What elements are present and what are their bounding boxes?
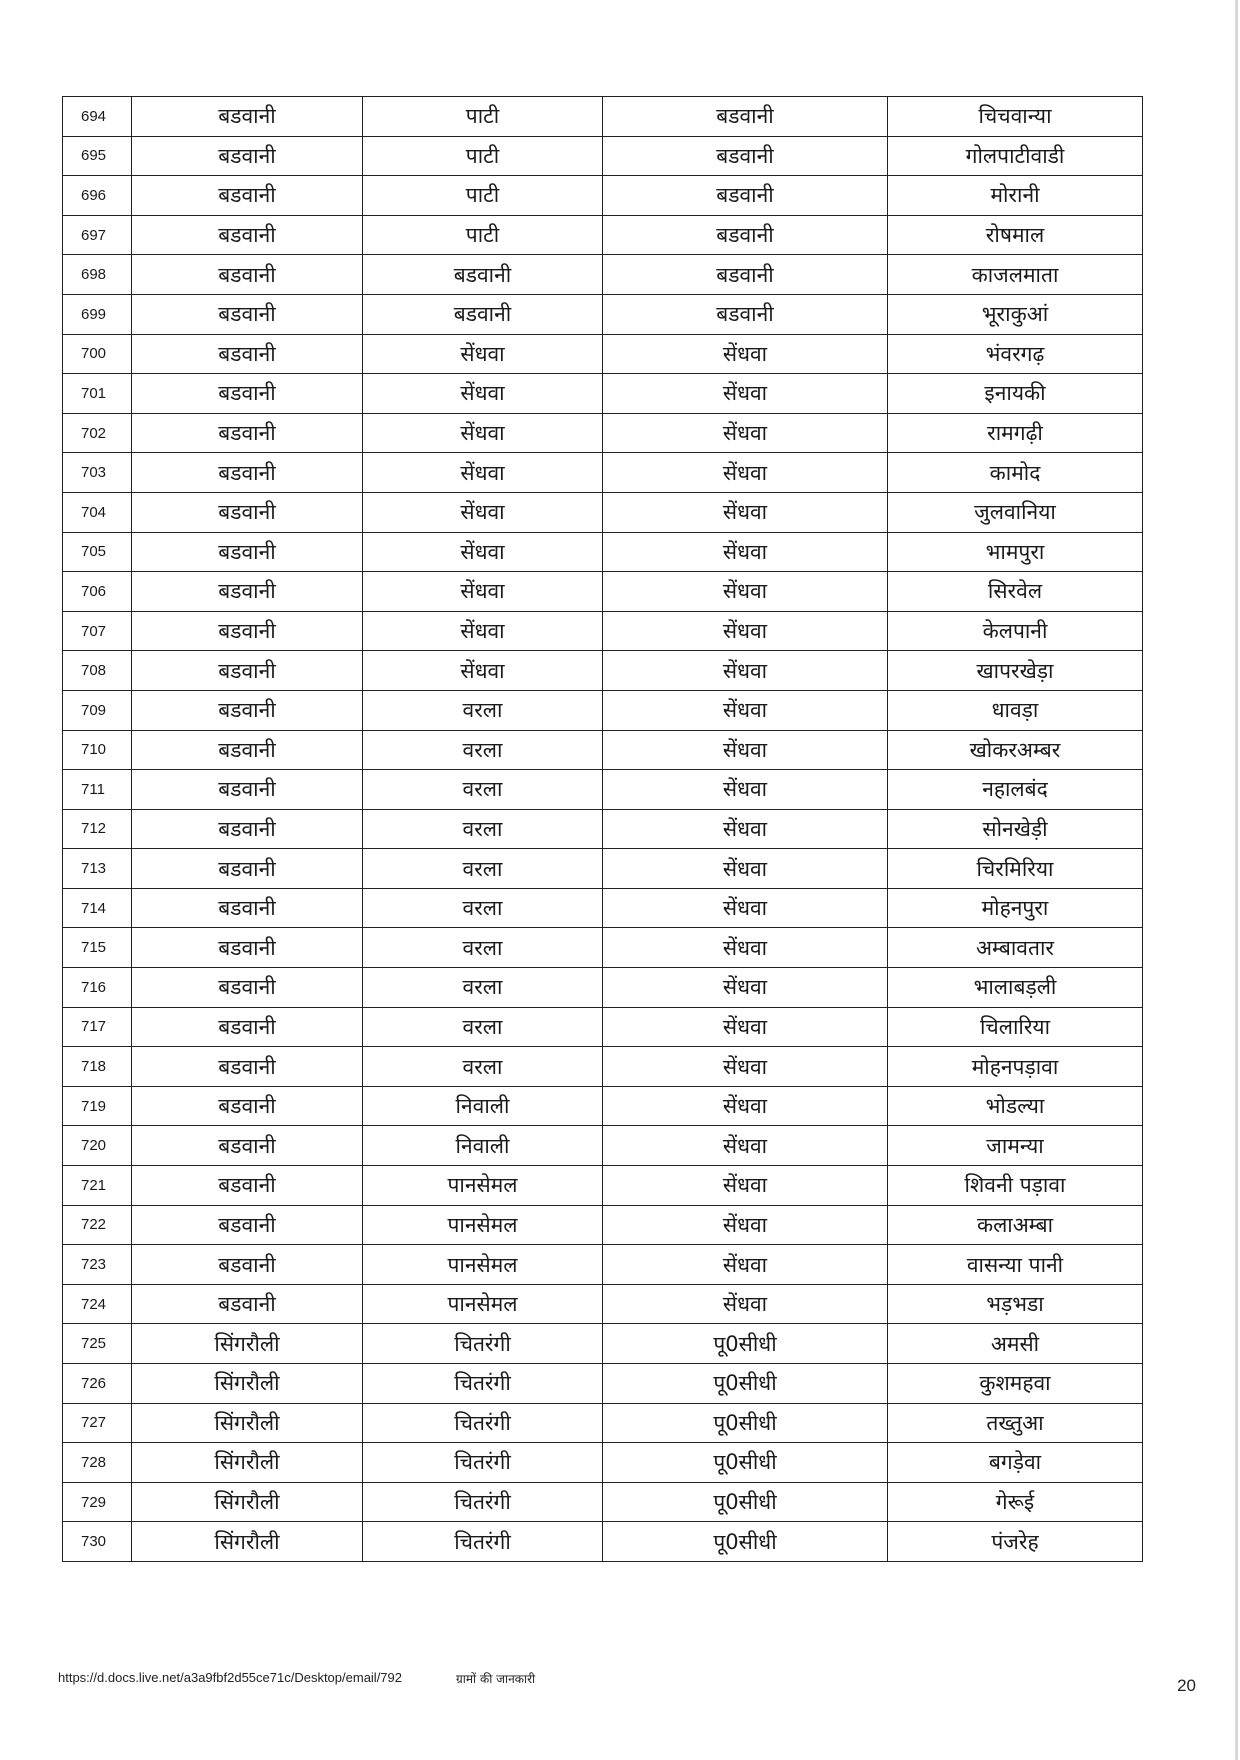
district-cell: बडवानी	[132, 809, 363, 849]
tehsil-cell: सेंधवा	[603, 888, 888, 928]
block-cell: चितरंगी	[363, 1364, 603, 1404]
block-cell: वरला	[363, 809, 603, 849]
village-cell: जुलवानिया	[888, 492, 1143, 532]
page-edge	[1235, 0, 1238, 1760]
tehsil-cell: सेंधवा	[603, 1245, 888, 1285]
village-cell: जामन्या	[888, 1126, 1143, 1166]
block-cell: वरला	[363, 730, 603, 770]
district-cell: बडवानी	[132, 968, 363, 1008]
tehsil-cell: बडवानी	[603, 215, 888, 255]
block-cell: सेंधवा	[363, 453, 603, 493]
tehsil-cell: सेंधवा	[603, 651, 888, 691]
serial-number-cell: 717	[63, 1007, 132, 1047]
tehsil-cell: सेंधवा	[603, 492, 888, 532]
table-row	[63, 651, 1143, 691]
block-cell: पाटी	[363, 215, 603, 255]
block-cell: वरला	[363, 1047, 603, 1087]
block-cell: निवाली	[363, 1086, 603, 1126]
district-cell: बडवानी	[132, 453, 363, 493]
table-row	[63, 572, 1143, 612]
serial-number-cell: 703	[63, 453, 132, 493]
village-cell: काजलमाता	[888, 255, 1143, 295]
serial-number-cell: 728	[63, 1443, 132, 1483]
table-row	[63, 1284, 1143, 1324]
tehsil-cell: सेंधवा	[603, 690, 888, 730]
table-row	[63, 928, 1143, 968]
village-cell: भोडल्या	[888, 1086, 1143, 1126]
tehsil-cell: सेंधवा	[603, 611, 888, 651]
block-cell: चितरंगी	[363, 1443, 603, 1483]
village-cell: भड़भडा	[888, 1284, 1143, 1324]
village-cell: शिवनी पड़ावा	[888, 1166, 1143, 1206]
block-cell: पानसेमल	[363, 1205, 603, 1245]
tehsil-cell: बडवानी	[603, 255, 888, 295]
serial-number-cell: 713	[63, 849, 132, 889]
district-cell: बडवानी	[132, 1086, 363, 1126]
table-row	[63, 1443, 1143, 1483]
table-row	[63, 1166, 1143, 1206]
block-cell: वरला	[363, 888, 603, 928]
tehsil-cell: सेंधवा	[603, 928, 888, 968]
tehsil-cell: सेंधवा	[603, 413, 888, 453]
district-cell: सिंगरौली	[132, 1443, 363, 1483]
block-cell: वरला	[363, 928, 603, 968]
block-cell: सेंधवा	[363, 651, 603, 691]
serial-number-cell: 700	[63, 334, 132, 374]
serial-number-cell: 702	[63, 413, 132, 453]
block-cell: निवाली	[363, 1126, 603, 1166]
tehsil-cell: सेंधवा	[603, 532, 888, 572]
serial-number-cell: 715	[63, 928, 132, 968]
village-cell: कुशमहवा	[888, 1364, 1143, 1404]
serial-number-cell: 707	[63, 611, 132, 651]
village-cell: खापरखेड़ा	[888, 651, 1143, 691]
table-row	[63, 809, 1143, 849]
village-cell: कामोद	[888, 453, 1143, 493]
table-row	[63, 532, 1143, 572]
block-cell: पानसेमल	[363, 1166, 603, 1206]
tehsil-cell: सेंधवा	[603, 1047, 888, 1087]
table-row	[63, 968, 1143, 1008]
serial-number-cell: 727	[63, 1403, 132, 1443]
serial-number-cell: 708	[63, 651, 132, 691]
table-row	[63, 176, 1143, 216]
block-cell: पाटी	[363, 176, 603, 216]
villages-table-body	[63, 97, 1143, 1562]
district-cell: बडवानी	[132, 928, 363, 968]
block-cell: वरला	[363, 690, 603, 730]
village-cell: धावड़ा	[888, 690, 1143, 730]
district-cell: बडवानी	[132, 136, 363, 176]
serial-number-cell: 696	[63, 176, 132, 216]
village-cell: चिरमिरिया	[888, 849, 1143, 889]
tehsil-cell: सेंधवा	[603, 809, 888, 849]
tehsil-cell: सेंधवा	[603, 1007, 888, 1047]
tehsil-cell: सेंधवा	[603, 1086, 888, 1126]
serial-number-cell: 712	[63, 809, 132, 849]
village-cell: गोलपाटीवाडी	[888, 136, 1143, 176]
village-cell: बगड़ेवा	[888, 1443, 1143, 1483]
serial-number-cell: 706	[63, 572, 132, 612]
table-row	[63, 1364, 1143, 1404]
district-cell: बडवानी	[132, 611, 363, 651]
village-cell: भंवरगढ़	[888, 334, 1143, 374]
district-cell: बडवानी	[132, 849, 363, 889]
serial-number-cell: 716	[63, 968, 132, 1008]
block-cell: सेंधवा	[363, 334, 603, 374]
serial-number-cell: 723	[63, 1245, 132, 1285]
table-row	[63, 453, 1143, 493]
tehsil-cell: सेंधवा	[603, 770, 888, 810]
page-number: 20	[1177, 1676, 1196, 1695]
tehsil-cell: सेंधवा	[603, 1166, 888, 1206]
village-cell: चिचवान्या	[888, 97, 1143, 137]
village-cell: नहालबंद	[888, 770, 1143, 810]
tehsil-cell: सेंधवा	[603, 849, 888, 889]
village-cell: चिलारिया	[888, 1007, 1143, 1047]
district-cell: सिंगरौली	[132, 1324, 363, 1364]
serial-number-cell: 729	[63, 1482, 132, 1522]
serial-number-cell: 695	[63, 136, 132, 176]
district-cell: बडवानी	[132, 572, 363, 612]
table-row	[63, 492, 1143, 532]
serial-number-cell: 722	[63, 1205, 132, 1245]
table-row	[63, 1403, 1143, 1443]
table-row	[63, 730, 1143, 770]
block-cell: पानसेमल	[363, 1245, 603, 1285]
serial-number-cell: 694	[63, 97, 132, 137]
block-cell: चितरंगी	[363, 1403, 603, 1443]
table-row	[63, 334, 1143, 374]
district-cell: बडवानी	[132, 1205, 363, 1245]
district-cell: बडवानी	[132, 651, 363, 691]
villages-table	[62, 96, 1143, 1562]
serial-number-cell: 704	[63, 492, 132, 532]
tehsil-cell: सेंधवा	[603, 1205, 888, 1245]
tehsil-cell: सेंधवा	[603, 453, 888, 493]
serial-number-cell: 719	[63, 1086, 132, 1126]
village-cell: खोकरअम्बर	[888, 730, 1143, 770]
district-cell: बडवानी	[132, 1126, 363, 1166]
serial-number-cell: 720	[63, 1126, 132, 1166]
serial-number-cell: 718	[63, 1047, 132, 1087]
tehsil-cell: सेंधवा	[603, 1126, 888, 1166]
serial-number-cell: 705	[63, 532, 132, 572]
table-row	[63, 215, 1143, 255]
tehsil-cell: बडवानी	[603, 136, 888, 176]
table-row	[63, 1205, 1143, 1245]
block-cell: सेंधवा	[363, 374, 603, 414]
district-cell: बडवानी	[132, 255, 363, 295]
tehsil-cell: बडवानी	[603, 294, 888, 334]
district-cell: सिंगरौली	[132, 1403, 363, 1443]
district-cell: बडवानी	[132, 532, 363, 572]
block-cell: सेंधवा	[363, 413, 603, 453]
block-cell: पानसेमल	[363, 1284, 603, 1324]
table-row	[63, 888, 1143, 928]
tehsil-cell: सेंधवा	[603, 572, 888, 612]
block-cell: बडवानी	[363, 255, 603, 295]
block-cell: सेंधवा	[363, 572, 603, 612]
district-cell: बडवानी	[132, 888, 363, 928]
district-cell: बडवानी	[132, 176, 363, 216]
block-cell: वरला	[363, 1007, 603, 1047]
table-row	[63, 770, 1143, 810]
serial-number-cell: 724	[63, 1284, 132, 1324]
village-cell: सोनखेड़ी	[888, 809, 1143, 849]
block-cell: पाटी	[363, 97, 603, 137]
serial-number-cell: 710	[63, 730, 132, 770]
village-cell: पंजरेह	[888, 1522, 1143, 1562]
table-row	[63, 1126, 1143, 1166]
village-cell: मोहनपड़ावा	[888, 1047, 1143, 1087]
table-row	[63, 136, 1143, 176]
table-row	[63, 1324, 1143, 1364]
village-cell: वासन्या पानी	[888, 1245, 1143, 1285]
district-cell: बडवानी	[132, 1047, 363, 1087]
tehsil-cell: पू0सीधी	[603, 1324, 888, 1364]
district-cell: बडवानी	[132, 770, 363, 810]
village-cell: गेरूई	[888, 1482, 1143, 1522]
block-cell: चितरंगी	[363, 1324, 603, 1364]
table-row	[63, 1482, 1143, 1522]
district-cell: बडवानी	[132, 294, 363, 334]
block-cell: सेंधवा	[363, 492, 603, 532]
tehsil-cell: सेंधवा	[603, 334, 888, 374]
district-cell: सिंगरौली	[132, 1364, 363, 1404]
district-cell: बडवानी	[132, 215, 363, 255]
tehsil-cell: पू0सीधी	[603, 1482, 888, 1522]
tehsil-cell: बडवानी	[603, 97, 888, 137]
block-cell: वरला	[363, 849, 603, 889]
village-cell: इनायकी	[888, 374, 1143, 414]
table-row	[63, 1047, 1143, 1087]
tehsil-cell: पू0सीधी	[603, 1443, 888, 1483]
serial-number-cell: 714	[63, 888, 132, 928]
block-cell: चितरंगी	[363, 1482, 603, 1522]
serial-number-cell: 709	[63, 690, 132, 730]
village-cell: केलपानी	[888, 611, 1143, 651]
district-cell: बडवानी	[132, 413, 363, 453]
serial-number-cell: 726	[63, 1364, 132, 1404]
serial-number-cell: 711	[63, 770, 132, 810]
block-cell: सेंधवा	[363, 532, 603, 572]
table-row	[63, 690, 1143, 730]
block-cell: बडवानी	[363, 294, 603, 334]
district-cell: बडवानी	[132, 374, 363, 414]
serial-number-cell: 698	[63, 255, 132, 295]
table-row	[63, 1007, 1143, 1047]
footer-doc-title: ग्रामों की जानकारी	[456, 1672, 536, 1686]
tehsil-cell: सेंधवा	[603, 968, 888, 1008]
footer-url: https://d.docs.live.net/a3a9fbf2d55ce71c/Desktop/email/792	[58, 1670, 402, 1685]
block-cell: चितरंगी	[363, 1522, 603, 1562]
village-cell: भालाबड़ली	[888, 968, 1143, 1008]
district-cell: बडवानी	[132, 1284, 363, 1324]
table-row	[63, 1522, 1143, 1562]
village-cell: अमसी	[888, 1324, 1143, 1364]
village-cell: सिरवेल	[888, 572, 1143, 612]
serial-number-cell: 701	[63, 374, 132, 414]
block-cell: वरला	[363, 770, 603, 810]
village-cell: अम्बावतार	[888, 928, 1143, 968]
block-cell: वरला	[363, 968, 603, 1008]
serial-number-cell: 730	[63, 1522, 132, 1562]
tehsil-cell: पू0सीधी	[603, 1403, 888, 1443]
district-cell: बडवानी	[132, 492, 363, 532]
table-row	[63, 611, 1143, 651]
table-row	[63, 1245, 1143, 1285]
village-cell: कलाअम्बा	[888, 1205, 1143, 1245]
district-cell: बडवानी	[132, 1166, 363, 1206]
village-cell: तख्तुआ	[888, 1403, 1143, 1443]
tehsil-cell: पू0सीधी	[603, 1364, 888, 1404]
serial-number-cell: 725	[63, 1324, 132, 1364]
table-row	[63, 374, 1143, 414]
village-cell: रोषमाल	[888, 215, 1143, 255]
serial-number-cell: 697	[63, 215, 132, 255]
district-cell: बडवानी	[132, 97, 363, 137]
serial-number-cell: 721	[63, 1166, 132, 1206]
tehsil-cell: बडवानी	[603, 176, 888, 216]
district-cell: बडवानी	[132, 730, 363, 770]
village-cell: मोहनपुरा	[888, 888, 1143, 928]
district-cell: बडवानी	[132, 1007, 363, 1047]
village-cell: भामपुरा	[888, 532, 1143, 572]
district-cell: बडवानी	[132, 334, 363, 374]
village-cell: रामगढ़ी	[888, 413, 1143, 453]
tehsil-cell: सेंधवा	[603, 730, 888, 770]
village-cell: मोरानी	[888, 176, 1143, 216]
table-row	[63, 413, 1143, 453]
tehsil-cell: सेंधवा	[603, 374, 888, 414]
table-row	[63, 294, 1143, 334]
district-cell: सिंगरौली	[132, 1482, 363, 1522]
block-cell: सेंधवा	[363, 611, 603, 651]
serial-number-cell: 699	[63, 294, 132, 334]
table-row	[63, 1086, 1143, 1126]
table-row	[63, 255, 1143, 295]
district-cell: बडवानी	[132, 1245, 363, 1285]
village-cell: भूराकुआं	[888, 294, 1143, 334]
block-cell: पाटी	[363, 136, 603, 176]
table-row	[63, 97, 1143, 137]
tehsil-cell: पू0सीधी	[603, 1522, 888, 1562]
table-row	[63, 849, 1143, 889]
district-cell: सिंगरौली	[132, 1522, 363, 1562]
district-cell: बडवानी	[132, 690, 363, 730]
tehsil-cell: सेंधवा	[603, 1284, 888, 1324]
